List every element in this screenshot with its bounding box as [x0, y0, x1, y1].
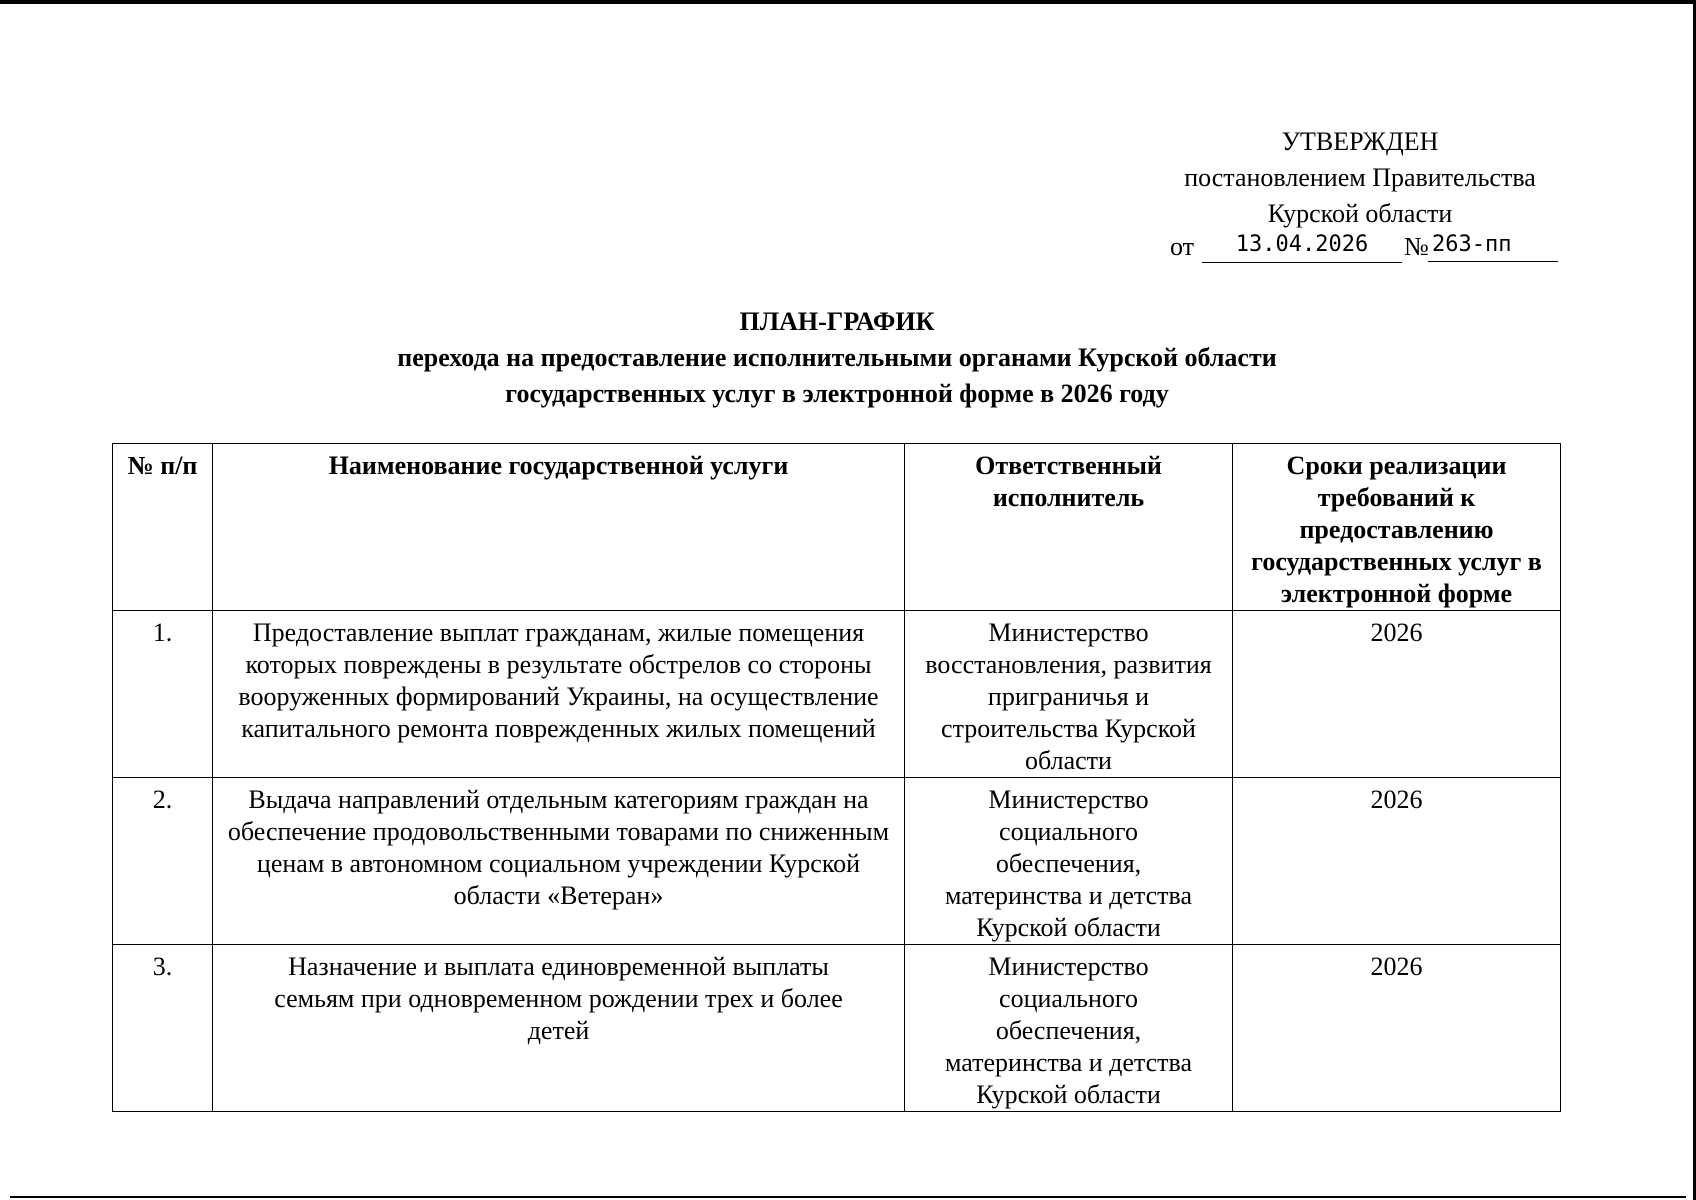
header-service: Наименование государственной услуги: [213, 444, 905, 611]
approval-heading: УТВЕРЖДЕН: [1281, 127, 1439, 156]
title-line-1: ПЛАН-ГРАФИК: [739, 307, 935, 336]
table-row: [113, 778, 1561, 945]
approval-date-row: [1170, 232, 1560, 268]
table-header-row: [113, 444, 1561, 611]
number-value: 263-пп: [1428, 232, 1558, 262]
row-number: 1.: [113, 611, 213, 778]
approval-line-1: постановлением Правительства: [1184, 163, 1536, 192]
row-executor: Министерство социального обеспечения, материнства и детства Курской области: [905, 945, 1233, 1112]
row-number: 2.: [113, 778, 213, 945]
row-service: Выдача направлений отдельным категориям граждан на обеспечение продовольственными товарами по сниженным ценам в автономном социальном учреждении Курской области «Ветеран»: [213, 778, 905, 945]
approval-line-2: Курской области: [1267, 199, 1453, 228]
row-executor: Министерство социального обеспечения, материнства и детства Курской области: [905, 778, 1233, 945]
table-row: [113, 611, 1561, 778]
title-line-2: перехода на предоставление исполнительными органами Курской области: [397, 343, 1277, 372]
row-deadline: 2026: [1233, 945, 1561, 1112]
scan-border-top: [0, 0, 1696, 4]
header-deadline: Сроки реализации требований к предоставлению государственных услуг в электронной форме: [1233, 444, 1561, 611]
header-executor: Ответственный исполнитель: [905, 444, 1233, 611]
table-row: [113, 945, 1561, 1112]
row-executor: Министерство восстановления, развития приграничья и строительства Курской области: [905, 611, 1233, 778]
date-value: 13.04.2026: [1202, 232, 1402, 263]
row-deadline: 2026: [1233, 611, 1561, 778]
scan-border-bottom: [10, 1196, 1686, 1198]
row-number: 3.: [113, 945, 213, 1112]
title-line-3: государственных услуг в электронной форме в 2026 году: [505, 379, 1169, 408]
date-prefix: от: [1170, 232, 1195, 261]
row-deadline: 2026: [1233, 778, 1561, 945]
number-prefix: №: [1404, 232, 1429, 261]
row-service: Предоставление выплат гражданам, жилые помещения которых повреждены в результате обстрелов со стороны вооруженных формирований Украины, на осуществление капитального ремонта поврежденных жилых помещений: [213, 611, 905, 778]
plan-table: [112, 443, 1561, 1112]
header-number: № п/п: [113, 444, 213, 611]
approval-stamp: [1160, 124, 1560, 232]
document-title: [112, 304, 1562, 412]
row-service: Назначение и выплата единовременной выплаты семьям при одновременном рождении трех и более детей: [213, 945, 905, 1112]
